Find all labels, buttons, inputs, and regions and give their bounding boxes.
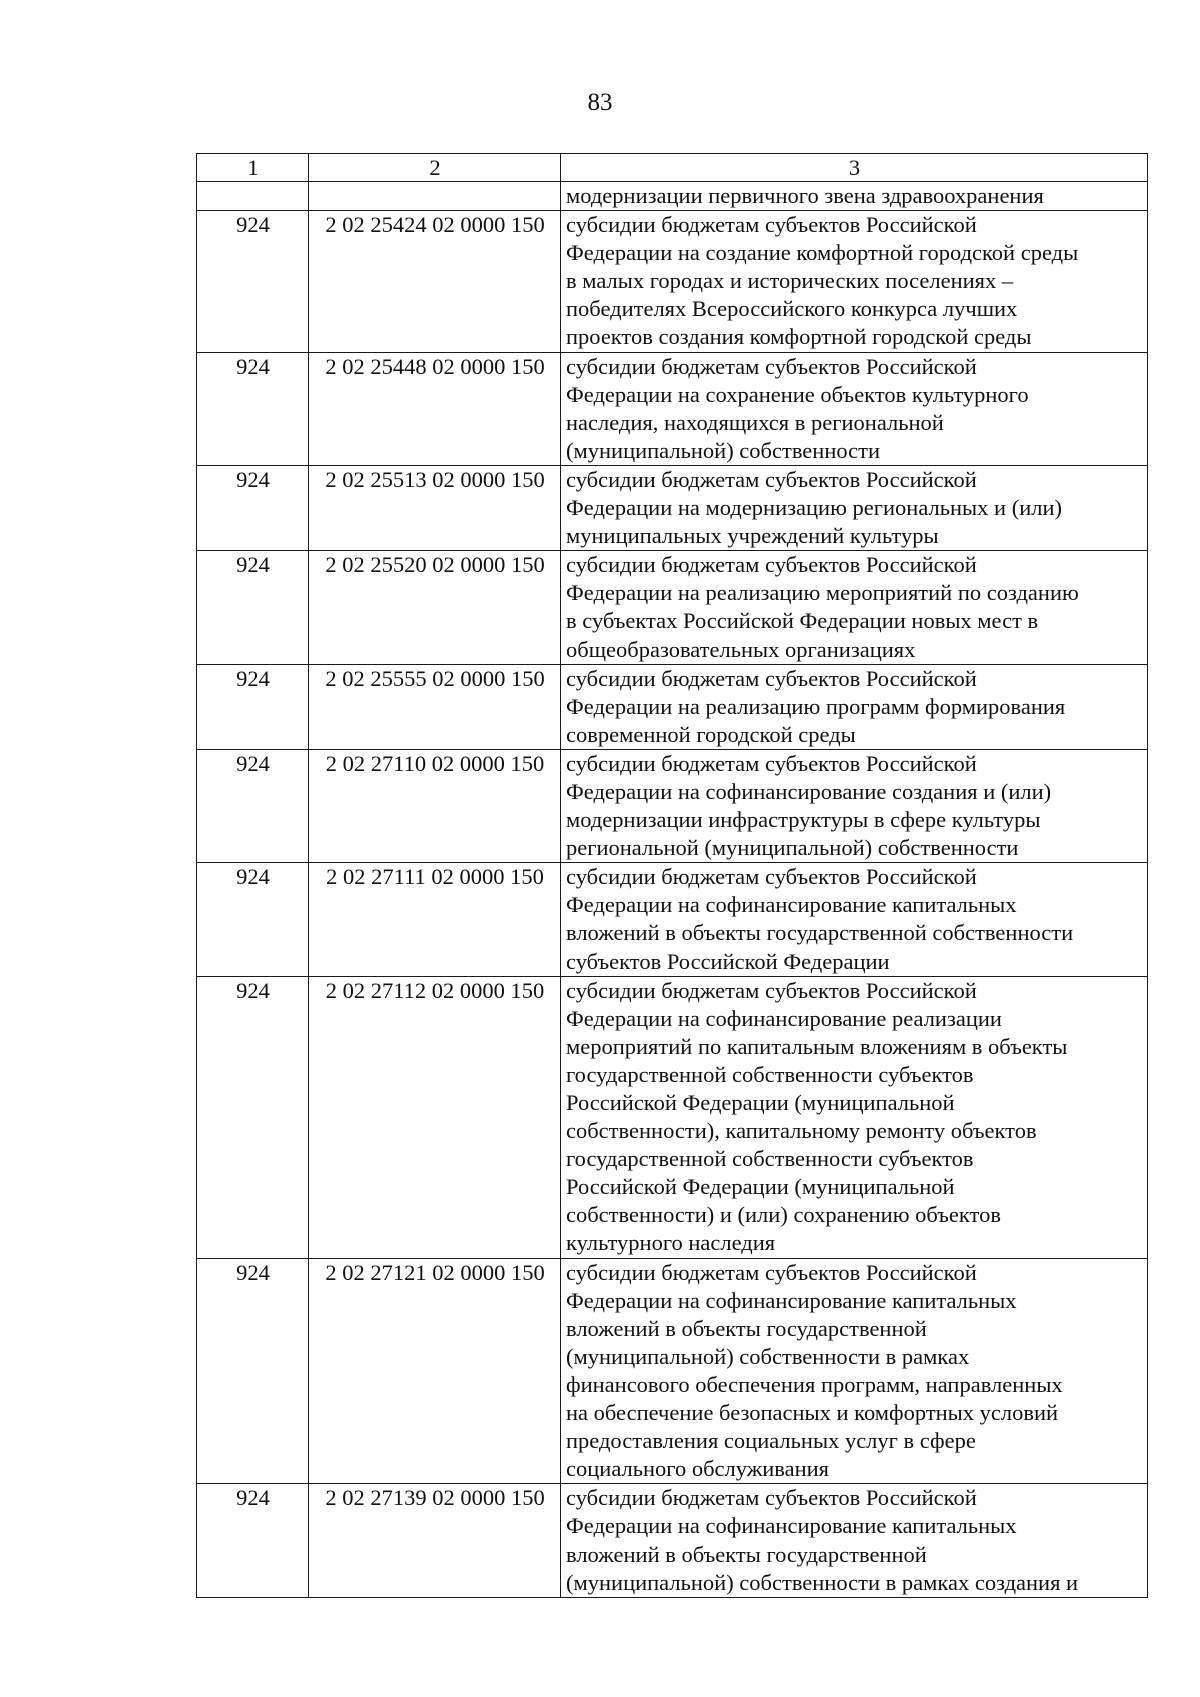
description-line: вложений в объекты государственной	[566, 1541, 927, 1567]
description-cell	[561, 1258, 1148, 1484]
description-line: Федерации на софинансирование капитальных	[566, 1513, 1017, 1539]
description-line: Федерации на софинансирование создания и (или)	[566, 778, 1052, 804]
description-line: современной городской среды	[566, 721, 856, 747]
description-line: субсидии бюджетам субъектов Российской	[566, 977, 977, 1003]
description-line: субсидии бюджетам субъектов Российской	[566, 353, 977, 379]
description-cell	[561, 551, 1148, 664]
description-line: модернизации первичного звена здравоохранения	[566, 183, 1044, 208]
table-row	[197, 749, 1148, 862]
description-line: субсидии бюджетам субъектов Российской	[566, 212, 977, 238]
description-cell	[561, 976, 1148, 1258]
admin-code-cell: 924	[197, 1258, 309, 1484]
budget-code-cell: 2 02 25513 02 0000 150	[309, 465, 561, 550]
description-line: в малых городах и исторических поселениях –	[566, 268, 1014, 294]
budget-code-cell: 2 02 27121 02 0000 150	[309, 1258, 561, 1484]
budget-code-cell	[309, 182, 561, 211]
description-line: наследия, находящихся в региональной	[566, 409, 944, 435]
admin-code-cell: 924	[197, 465, 309, 550]
description-line: культурного наследия	[566, 1230, 776, 1256]
budget-code-cell: 2 02 25555 02 0000 150	[309, 664, 561, 749]
description-line: (муниципальной) собственности в рамках	[566, 1343, 970, 1369]
table-body	[197, 154, 1148, 1598]
admin-code-cell: 924	[197, 863, 309, 976]
description-line: Российской Федерации (муниципальной	[566, 1174, 955, 1200]
budget-code-cell: 2 02 25448 02 0000 150	[309, 352, 561, 465]
description-line: на обеспечение безопасных и комфортных условий	[566, 1400, 1059, 1426]
description-line: государственной собственности субъектов	[566, 1146, 974, 1172]
description-cell	[561, 352, 1148, 465]
budget-code-cell: 2 02 27110 02 0000 150	[309, 749, 561, 862]
description-line: Российской Федерации (муниципальной	[566, 1090, 955, 1115]
budget-codes-table	[196, 153, 1148, 1598]
description-line: Федерации на сохранение объектов культурного	[566, 381, 1029, 407]
description-cell	[561, 211, 1148, 352]
description-line: мероприятий по капитальным вложениям в объекты	[566, 1033, 1068, 1059]
description-line: региональной (муниципальной) собственности	[566, 835, 1019, 861]
column-header-3: 3	[561, 154, 1148, 182]
description-line: вложений в объекты государственной собственности	[566, 920, 1074, 946]
table-row	[197, 352, 1148, 465]
admin-code-cell: 924	[197, 749, 309, 862]
description-line: общеобразовательных организациях	[566, 636, 916, 662]
description-line: модернизации инфраструктуры в сфере культуры	[566, 807, 1041, 833]
description-line: субсидии бюджетам субъектов Российской	[566, 552, 977, 578]
description-line: Федерации на софинансирование реализации	[566, 1005, 1002, 1031]
description-line: вложений в объекты государственной	[566, 1315, 927, 1341]
description-cell	[561, 1484, 1148, 1597]
table-row	[197, 211, 1148, 352]
table-row	[197, 182, 1148, 211]
table-header-row	[197, 154, 1148, 182]
page-number: 83	[587, 89, 613, 116]
description-cell	[561, 664, 1148, 749]
description-line: социального обслуживания	[566, 1456, 830, 1482]
description-line: проектов создания комфортной городской среды	[566, 324, 1032, 350]
table-row	[197, 863, 1148, 976]
description-line: субъектов Российской Федерации	[566, 948, 890, 974]
column-header-2: 2	[309, 154, 561, 182]
description-line: субсидии бюджетам субъектов Российской	[566, 1259, 977, 1285]
table-row	[197, 1484, 1148, 1597]
budget-code-cell: 2 02 27112 02 0000 150	[309, 976, 561, 1258]
description-line: собственности) и (или) сохранению объектов	[566, 1202, 1001, 1228]
description-line: субсидии бюджетам субъектов Российской	[566, 864, 977, 890]
table-row	[197, 1258, 1148, 1484]
admin-code-cell: 924	[197, 352, 309, 465]
description-line: государственной собственности субъектов	[566, 1061, 974, 1087]
description-line: субсидии бюджетам субъектов Российской	[566, 1485, 977, 1511]
admin-code-cell: 924	[197, 211, 309, 352]
admin-code-cell: 924	[197, 1484, 309, 1597]
description-line: в субъектах Российской Федерации новых мест в	[566, 608, 1039, 634]
column-header-1: 1	[197, 154, 309, 182]
admin-code-cell: 924	[197, 664, 309, 749]
budget-code-cell: 2 02 27111 02 0000 150	[309, 863, 561, 976]
description-line: (муниципальной) собственности в рамках создания и	[566, 1569, 1079, 1595]
description-line: Федерации на создание комфортной городской среды	[566, 240, 1079, 266]
budget-code-cell: 2 02 25424 02 0000 150	[309, 211, 561, 352]
description-line: Федерации на софинансирование капитальных	[566, 1287, 1017, 1313]
table-row	[197, 976, 1148, 1258]
description-line: субсидии бюджетам субъектов Российской	[566, 750, 977, 776]
table-row	[197, 465, 1148, 550]
description-line: субсидии бюджетам субъектов Российской	[566, 665, 977, 691]
admin-code-cell: 924	[197, 551, 309, 664]
description-line: собственности), капитальному ремонту объектов	[566, 1118, 1037, 1144]
table-row	[197, 664, 1148, 749]
description-line: Федерации на реализацию мероприятий по созданию	[566, 580, 1079, 606]
description-line: Федерации на реализацию программ формирования	[566, 693, 1066, 719]
admin-code-cell: 924	[197, 976, 309, 1258]
admin-code-cell	[197, 182, 309, 211]
description-cell	[561, 749, 1148, 862]
description-line: победителях Всероссийского конкурса лучших	[566, 296, 1018, 322]
table-row	[197, 551, 1148, 664]
description-line: субсидии бюджетам субъектов Российской	[566, 466, 977, 492]
description-line: предоставления социальных услуг в сфере	[566, 1428, 976, 1454]
description-line: муниципальных учреждений культуры	[566, 523, 939, 549]
description-line: (муниципальной) собственности	[566, 437, 881, 463]
description-cell	[561, 465, 1148, 550]
description-cell	[561, 182, 1148, 211]
budget-code-cell: 2 02 27139 02 0000 150	[309, 1484, 561, 1597]
budget-code-cell: 2 02 25520 02 0000 150	[309, 551, 561, 664]
description-line: Федерации на софинансирование капитальных	[566, 892, 1017, 918]
description-cell	[561, 863, 1148, 976]
description-line: Федерации на модернизацию региональных и (или)	[566, 495, 1062, 521]
description-line: финансового обеспечения программ, направленных	[566, 1371, 1063, 1397]
